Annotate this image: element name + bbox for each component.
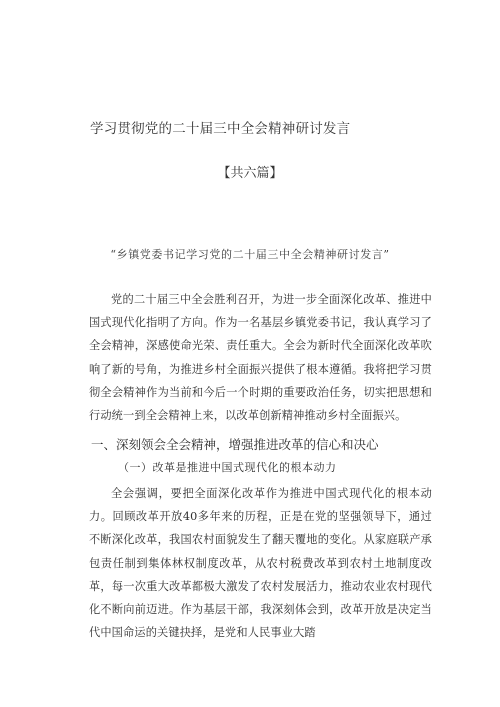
document-subtitle: 【共六篇】 <box>217 166 283 181</box>
intro-paragraph: 党的二十届三中全会胜利召开，为进一步全面深化改革、推进中国式现代化指明了方向。作为一名基层乡镇党委书记，我认真学习了全会精神，深感使命光荣、责任重大。全会为新时代全面深化改革吹响了新的号角，为推进乡村全面振兴提供了根本遵循。我将把学习贯彻全会精神作为当前和今后一个时期的重要政治任务，切实把思想和行动统一到全会精神上来，以改革创新精神推动乡村全面振兴。 <box>89 293 432 423</box>
article-title: “乡镇党委书记学习党的二十届三中全会精神研讨发言” <box>110 248 390 261</box>
subsection-heading: （一）改革是推进中国式现代化的根本动力 <box>118 461 337 474</box>
document-title: 学习贯彻党的二十届三中全会精神研讨发言 <box>90 121 351 137</box>
section-paragraph: 全会强调，要把全面深化改革作为推进中国式现代化的根本动力。回顾改革开放40多年来的历程，正是在党的坚强领导下，通过不断深化改革，我国农村面貌发生了翻天覆地的变化。从家庭联产承包责任制到集体林权制度改革，从农村税费改革到农村土地制度改革，每一次重大改革都极大激发了农村发展活力，推动农业农村现代化不断向前迈进。作为基层干部，我深刻体会到，改革开放是决定当代中国命运的关键抉择，是党和人民事业大踏 <box>89 487 432 640</box>
section-heading: 一、深刻领会全会精神，增强推进改革的信心和决心 <box>91 437 379 452</box>
